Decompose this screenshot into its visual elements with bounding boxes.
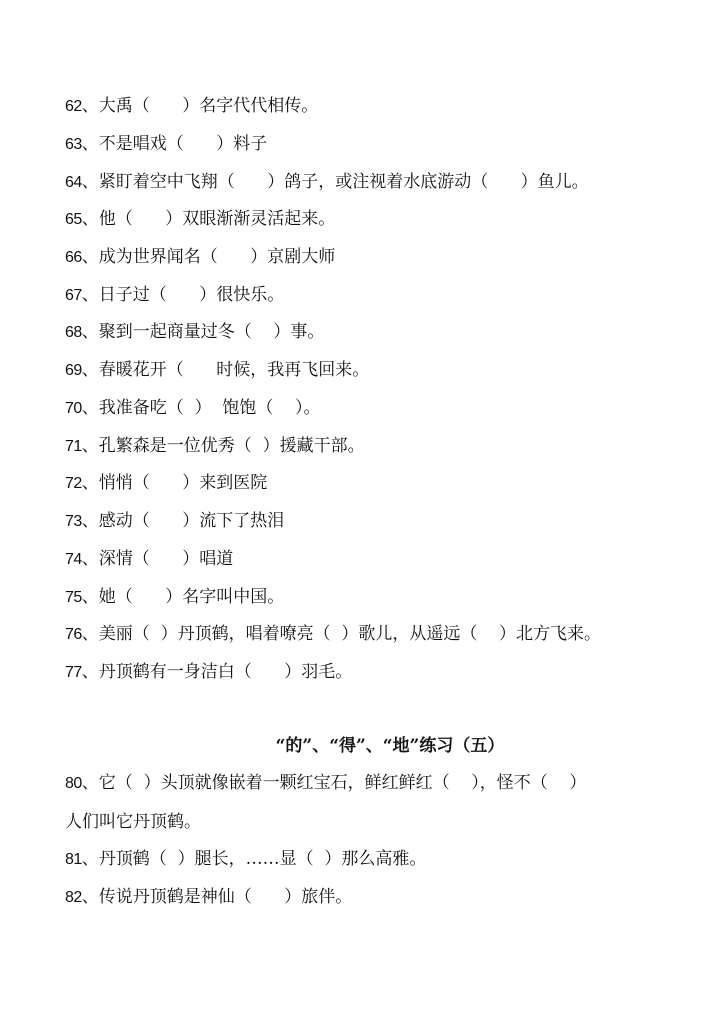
item-number: 70 [65, 400, 82, 417]
item-number: 69 [65, 362, 82, 379]
item-number: 62 [65, 98, 82, 115]
item-number: 66 [65, 249, 82, 266]
exercise-line [65, 285, 680, 306]
exercise-line [65, 511, 680, 532]
item-text: 、传说丹顶鹤是神仙（ ）旅伴。 [81, 887, 353, 907]
item-number: 75 [65, 589, 82, 606]
exercise-line [65, 473, 680, 494]
item-number: 74 [65, 551, 82, 568]
exercise-line [65, 624, 680, 645]
item-text: 、感动（ ）流下了热泪 [81, 511, 285, 531]
item-number: 67 [65, 287, 82, 304]
item-text: 人们叫它丹顶鹤。 [65, 812, 201, 832]
item-text: 、深情（ ）唱道 [81, 549, 234, 569]
exercise-line-continued [65, 812, 680, 833]
item-number: 77 [65, 664, 82, 681]
item-text: 、大禹（ ）名字代代相传。 [81, 96, 319, 116]
item-text: 、紧盯着空中飞翔（ ）鸽子，或注视着水底游动（ ）鱼儿。 [81, 172, 589, 192]
item-number: 63 [65, 136, 82, 153]
item-number: 71 [65, 438, 82, 455]
item-text: 、不是唱戏（ ）料子 [81, 134, 268, 154]
item-number: 73 [65, 513, 82, 530]
item-number: 82 [65, 889, 82, 906]
item-number: 64 [65, 174, 82, 191]
exercise-line [65, 773, 680, 794]
exercise-line [65, 887, 680, 908]
item-text: 、成为世界闻名（ ）京剧大师 [81, 247, 336, 267]
item-number: 81 [65, 851, 82, 868]
exercise-line [65, 849, 680, 870]
section-title: “的”、“得”、“地”练习（五） [275, 736, 505, 756]
item-text: 、我准备吃（ ） 饱饱（ ）。 [81, 398, 321, 418]
exercise-line [65, 436, 680, 457]
item-text: 、丹顶鹤（ ）腿长，……显（ ）那么高雅。 [81, 849, 427, 869]
item-text: 、春暖花开（ 时候，我再飞回来。 [81, 360, 370, 380]
exercise-line [65, 209, 680, 230]
exercise-line [65, 96, 680, 117]
item-text: 、丹顶鹤有一身洁白（ ）羽毛。 [81, 662, 353, 682]
exercise-line [65, 587, 680, 608]
item-number: 68 [65, 324, 82, 341]
item-number: 80 [65, 775, 82, 792]
item-text: 、日子过（ ）很快乐。 [81, 285, 285, 305]
item-text: 、悄悄（ ）来到医院 [81, 473, 268, 493]
exercise-line [65, 322, 680, 343]
exercise-line [65, 398, 680, 419]
item-text: 、他（ ）双眼渐渐灵活起来。 [81, 209, 336, 229]
item-text: 、她（ ）名字叫中国。 [81, 587, 285, 607]
item-text: 、它（ ）头顶就像嵌着一颗红宝石，鲜红鲜红（ ），怪不（ ） [81, 773, 587, 793]
exercise-line [65, 549, 680, 570]
exercise-line [65, 134, 680, 155]
item-text: 、聚到一起商量过冬（ ）事。 [81, 322, 325, 342]
exercise-line [65, 662, 680, 683]
item-number: 65 [65, 211, 82, 228]
item-number: 76 [65, 626, 82, 643]
item-text: 、孔繁森是一位优秀（ ）援藏干部。 [81, 436, 365, 456]
item-number: 72 [65, 475, 82, 492]
item-text: 、美丽（ ）丹顶鹤，唱着嘹亮（ ）歌儿，从遥远（ ）北方飞来。 [81, 624, 602, 644]
exercise-line [65, 360, 680, 381]
exercise-line [65, 172, 680, 193]
exercise-line [65, 247, 680, 268]
